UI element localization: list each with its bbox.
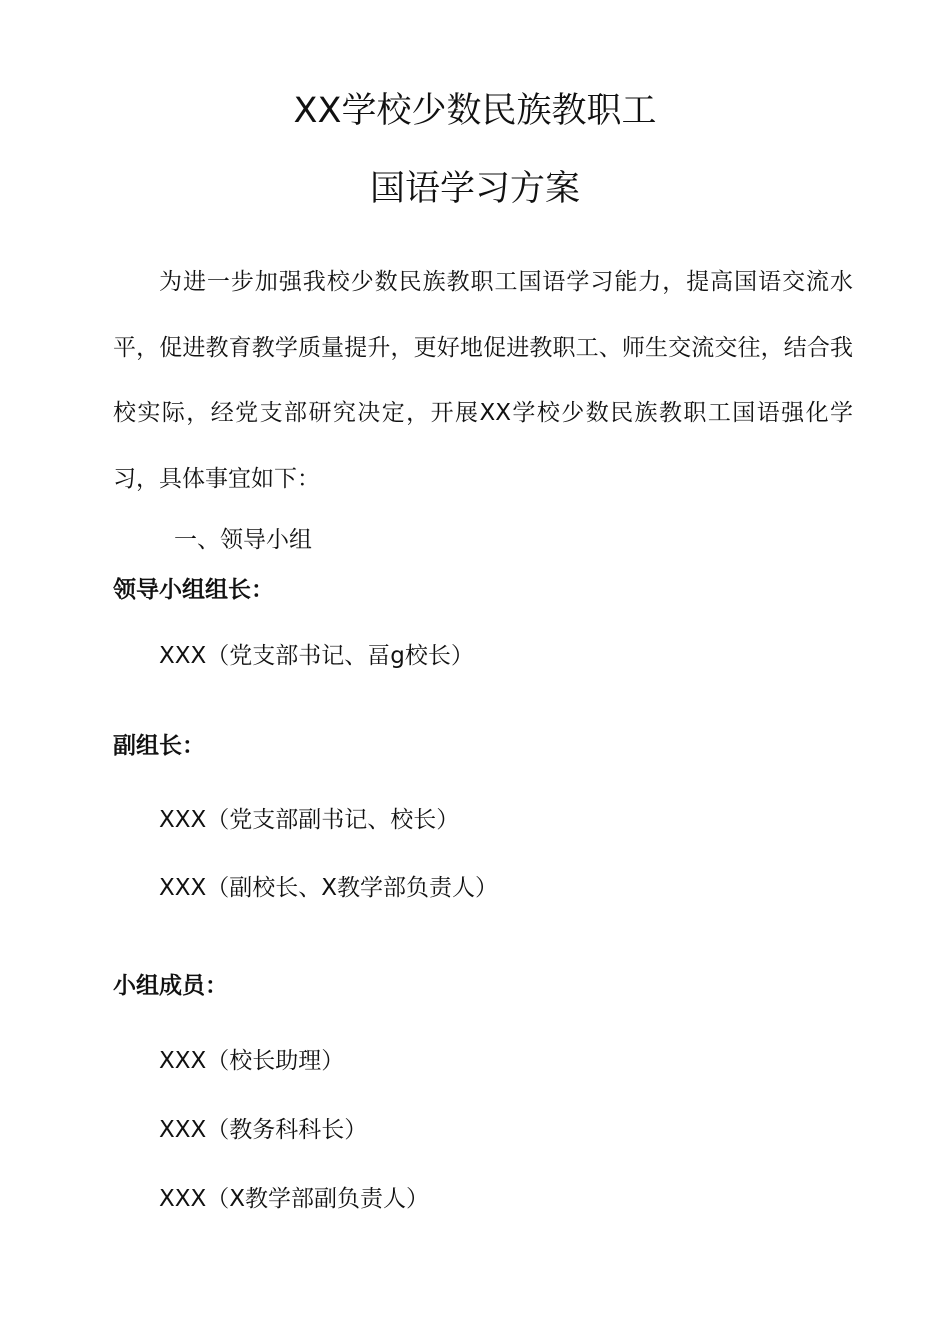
group-leader-person: XXX（党支部书记、畐g校长） bbox=[159, 643, 474, 669]
group-member: XXX（校长助理） bbox=[159, 1048, 345, 1074]
deputy-leader-person: XXX（党支部副书记、校长） bbox=[159, 807, 460, 833]
deputy-leader-person: XXX（副校长、X教学部负责人） bbox=[159, 875, 499, 901]
section-heading-leadership-group: 一、领导小组 bbox=[174, 527, 312, 553]
group-member: XXX（X教学部副负责人） bbox=[159, 1186, 430, 1212]
intro-paragraph: 为进一步加强我校少数民族教职工国语学习能力，提高国语交流水平，促进教育教学质量提升，更好地促进教职工、师生交流交往，结合我校实际，经党支部研究决定，开展XX学校少数民族教职工国语强化学习，具体事宜如下： bbox=[113, 269, 853, 492]
document-title-line-1: XX学校少数民族教职工 bbox=[293, 91, 657, 131]
group-members-label: 小组成员： bbox=[113, 973, 228, 999]
deputy-leader-label: 副组长： bbox=[113, 733, 205, 759]
document-title-line-2: 国语学习方案 bbox=[369, 169, 580, 209]
group-leader-label: 领导小组组长： bbox=[113, 577, 274, 603]
group-member: XXX（教务科科长） bbox=[159, 1117, 368, 1143]
